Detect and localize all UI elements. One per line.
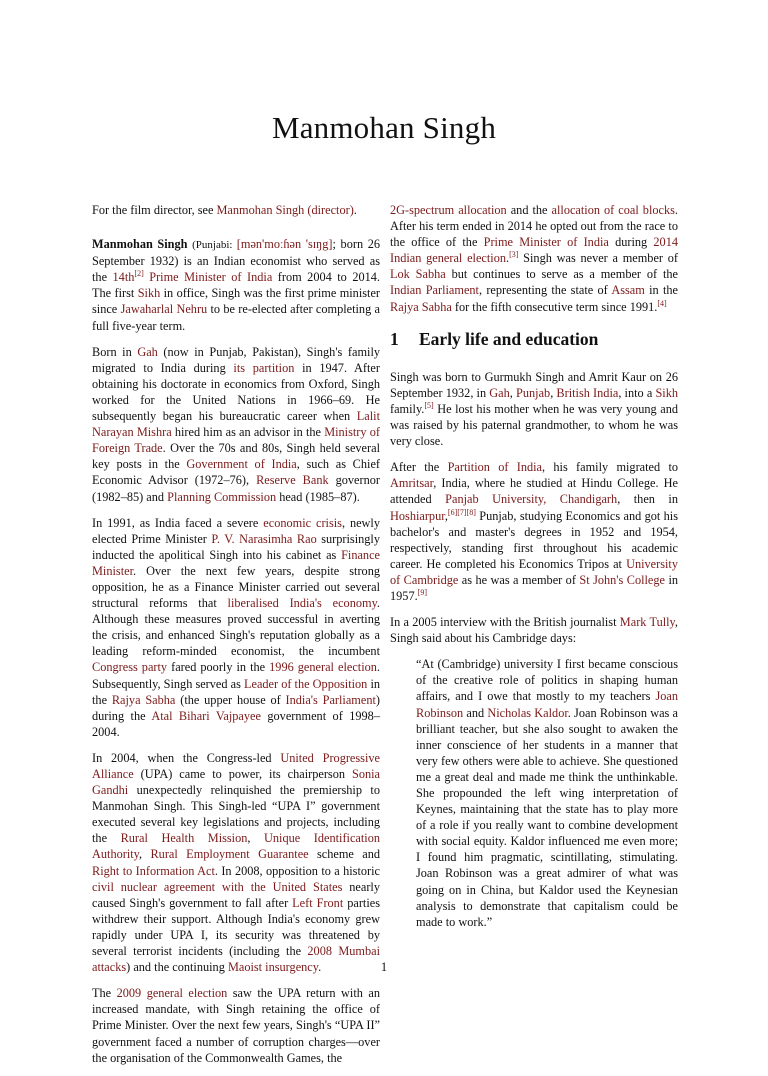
link-ipa[interactable]: [mən'moːɦən 'sɪŋg]: [236, 237, 333, 252]
p5-text: . After his term ended in 2014 he opted out from the race to the office of the: [390, 203, 678, 250]
link-2014-election[interactable]: 2014 Indian general election: [390, 235, 678, 266]
link-sikh[interactable]: Sikh: [137, 286, 161, 301]
blockquote: [416, 656, 678, 930]
link-university-of-cambridge[interactable]: University of Cambridge: [390, 556, 678, 587]
p2-text: in 1947. After obtaining his doctorate in economics from Oxford, Singh worked for the United Nations in 1966–69. He subsequently began his bureaucratic career when: [92, 360, 380, 424]
p2-text: , such as Chief Economic Advisor (1972–76),: [92, 457, 380, 488]
link-amritsar[interactable]: Amritsar: [390, 476, 434, 491]
section-heading-early-life: [390, 328, 678, 349]
link-1996-election[interactable]: 1996 general election: [269, 660, 377, 675]
link-liberalised-economy[interactable]: liberalised India's economy: [227, 596, 377, 611]
link-narasimha-rao[interactable]: P. V. Narasimha Rao: [211, 531, 317, 546]
paragraph-7: [390, 459, 678, 604]
quote-text: and: [463, 705, 488, 720]
page-number: 1: [380, 960, 388, 974]
link-left-front[interactable]: Left Front: [292, 895, 344, 910]
p3-text: fared poorly in the: [167, 660, 270, 675]
p5-text: Singh was never a member of: [518, 251, 678, 266]
p3-text: surprisingly inducted the apolitical Singh into his cabinet as: [92, 531, 380, 562]
link-gah[interactable]: Gah: [137, 344, 158, 359]
link-vajpayee[interactable]: Atal Bihari Vajpayee: [151, 708, 261, 723]
p7-text: in 1957.: [390, 572, 679, 603]
link-leader-opposition[interactable]: Leader of the Opposition: [243, 676, 368, 691]
lead-paragraph: [92, 236, 380, 334]
link-unique-identification[interactable]: Unique Identification Authority: [92, 831, 380, 862]
p8-text: , Singh said about his Cambridge days:: [390, 615, 678, 646]
p3-text: . Over the next few years, despite strong opposition, he as a Finance Minister carried out several structural reforms that: [92, 563, 380, 611]
lead-text-3: in office, Singh was the first prime minister since: [92, 286, 380, 317]
paragraph-6: [390, 369, 678, 449]
link-rajya-sabha[interactable]: Rajya Sabha: [111, 692, 176, 707]
ref-9[interactable]: [9]: [417, 587, 427, 597]
link-nicholas-kaldor[interactable]: Nicholas Kaldor: [487, 705, 568, 720]
link-rajya-sabha-2[interactable]: Rajya Sabha: [390, 299, 452, 314]
right-column: [390, 202, 678, 930]
link-lalit-narayan-mishra[interactable]: Lalit Narayan Mishra: [92, 409, 380, 440]
link-ministry-foreign-trade[interactable]: Ministry of Foreign Trade: [92, 425, 380, 456]
p7-text: , his family migrated to: [542, 460, 679, 475]
p2-text: governor (1982–85) and: [92, 473, 381, 504]
p3-text: In 1991, as India faced a severe: [92, 515, 264, 530]
p5-text: saw the UPA return with an increased mandate, with Singh retaining the office of Prime Minister. Over the next few years, Singh's “UPA II” government faced a number of corruption charges—over the organisation of the Commonwealth Games, the: [92, 986, 380, 1065]
lead-text-2: from 2004 to 2014. The first: [92, 270, 380, 301]
link-congress-party[interactable]: Congress party: [92, 660, 168, 675]
link-mark-tully[interactable]: Mark Tully: [619, 615, 675, 630]
punjabi-label: (Punjabi:: [192, 239, 237, 252]
left-column: [92, 202, 380, 1076]
p6-text: ,: [509, 385, 517, 400]
p4-text: unexpectedly relinquished the premiership to Manmohan Singh. This Singh-led “UPA I” government executed several key legislations and projects, including the: [92, 783, 380, 846]
link-finance-minister[interactable]: Finance Minister: [92, 547, 380, 578]
p3-text: government of 1998–2004.: [92, 708, 380, 739]
link-rural-employment[interactable]: Rural Employment Guarantee: [150, 847, 309, 862]
p4-text: (UPA) came to power, its chairperson: [133, 767, 352, 781]
link-14th[interactable]: 14th: [112, 270, 135, 285]
quote-text: “At (Cambridge) university I first became conscious of the creative role of politics in shaping human affairs, and I owe that mostly to my teachers: [416, 657, 678, 704]
p4-text: parties withdrew their support. Although India's economy grew rapidly under UPA I, its security was threatened by several terrorist incidents (including the: [92, 895, 380, 959]
paragraph-2: [92, 344, 380, 505]
p7-text: , India, where he studied at Hindu College. He attended: [390, 476, 678, 507]
ref-5[interactable]: [5]: [424, 400, 434, 410]
p6-text: family.: [390, 401, 425, 416]
link-government-of-india[interactable]: Government of India: [186, 457, 297, 472]
p4-text: ) and the continuing: [126, 960, 228, 975]
p5-text: .: [506, 251, 510, 266]
link-reserve-bank[interactable]: Reserve Bank: [256, 473, 329, 488]
p6-text: ,: [550, 385, 557, 400]
ref-6-7-8[interactable]: [6][7][8]: [447, 507, 476, 517]
link-2009-election[interactable]: 2009 general election: [116, 986, 228, 1001]
p6-text: , into a: [618, 385, 656, 400]
p2-text: hired him as an advisor in the: [171, 425, 325, 440]
p2-text: . Over the 70s and 80s, Singh held several key posts in the: [92, 441, 380, 472]
link-joan-robinson[interactable]: Joan Robinson: [416, 689, 678, 720]
lead-name: Manmohan Singh: [92, 237, 188, 252]
lead-text-4: to be re-elected after completing a full five-year term.: [92, 302, 380, 333]
p2-text: Born in: [92, 344, 138, 359]
link-british-india[interactable]: British India: [556, 385, 619, 400]
link-punjab[interactable]: Punjab: [516, 385, 551, 400]
link-indias-parliament[interactable]: India's Parliament: [285, 692, 376, 707]
p7-text: After the: [390, 460, 448, 475]
p2-text: (now in Punjab, Pakistan), Singh's family migrated to India during: [92, 344, 381, 375]
ref-2[interactable]: [2]: [134, 269, 144, 279]
link-nehru[interactable]: Jawaharlal Nehru: [120, 302, 208, 317]
p7-text: Punjab, studying Economics and got his bachelor's and master's degrees in 1952 and 1954, respectively, standing first throughout his academic career. He completed his Economics Tripos at: [390, 508, 678, 571]
paragraph-5: [92, 985, 380, 1065]
section-number: 1: [390, 328, 399, 349]
p4-text: .: [318, 960, 322, 975]
p5-text: for the fifth consecutive term since 1991.: [451, 299, 658, 314]
p3-text: in the: [92, 676, 381, 707]
p4-text: scheme and: [308, 847, 380, 862]
p4-text: ,: [247, 831, 265, 846]
p5-text: The: [92, 986, 117, 1001]
p4-text: In 2004, when the Congress-led: [92, 750, 281, 765]
p3-text: (the upper house of: [175, 692, 286, 707]
link-assam[interactable]: Assam: [611, 283, 645, 298]
p4-text: ,: [139, 847, 151, 862]
p5-text: but continues to serve as a member of the: [445, 267, 678, 282]
p5-text: during: [608, 235, 654, 250]
paragraph-4: [92, 750, 380, 975]
p3-text: . Although these measures proved successful in averting the crisis, and enhanced Singh's reputation globally as a leading reform-minded economist, the incumbent: [92, 596, 380, 659]
link-panjab-university[interactable]: Panjab University, Chandigarh: [445, 492, 618, 507]
link-indian-parliament[interactable]: Indian Parliament: [390, 283, 479, 298]
paragraph-5-continued: [390, 202, 678, 315]
p7-text: , then in: [617, 492, 678, 507]
link-mumbai-attacks[interactable]: 2008 Mumbai attacks: [92, 944, 380, 975]
p3-text: ) during the: [92, 692, 380, 723]
link-economic-crisis[interactable]: economic crisis: [263, 515, 342, 530]
p3-text: . Subsequently, Singh served as: [92, 660, 380, 691]
link-coal-blocks[interactable]: allocation of coal blocks: [551, 203, 675, 217]
link-maoist-insurgency[interactable]: Maoist insurgency: [227, 960, 319, 975]
link-prime-minister[interactable]: Prime Minister of India: [149, 270, 273, 285]
paragraph-8: [390, 614, 678, 646]
p7-text: as he was a member of: [458, 572, 580, 587]
link-gah-2[interactable]: Gah: [489, 385, 510, 400]
link-nuclear-agreement[interactable]: civil nuclear agreement with the United States: [92, 879, 343, 894]
link-lok-sabha[interactable]: Lok Sabha: [390, 267, 446, 282]
page-title: Manmohan Singh: [271, 110, 497, 145]
link-sikh-2[interactable]: Sikh: [655, 385, 679, 400]
link-prime-minister-2[interactable]: Prime Minister of India: [483, 235, 609, 250]
link-rti-act[interactable]: Right to Information Act: [92, 863, 215, 878]
link-manmohan-singh-director[interactable]: Manmohan Singh (director): [216, 203, 354, 217]
ref-4[interactable]: [4]: [657, 298, 667, 308]
link-hoshiarpur[interactable]: Hoshiarpur: [390, 508, 445, 523]
p4-text: nearly caused Singh's government to fall after: [92, 879, 380, 910]
ref-3[interactable]: [3]: [509, 250, 519, 260]
link-partition[interactable]: its partition: [233, 360, 295, 375]
p3-text: , newly elected Prime Minister: [92, 515, 380, 546]
link-upa[interactable]: United Progressive Alliance: [92, 750, 380, 781]
link-rural-health-mission[interactable]: Rural Health Mission: [120, 831, 248, 846]
p5-text: and the: [506, 203, 552, 217]
p7-text: ,: [444, 508, 448, 523]
link-partition-of-india[interactable]: Partition of India: [447, 460, 543, 475]
p6-text: He lost his mother when he was very young and was raised by his paternal grandmother, to whom he was very close.: [390, 401, 678, 449]
p5-text: , representing the state of: [478, 283, 612, 298]
link-st-johns-college[interactable]: St John's College: [579, 572, 665, 587]
hatnote-text: For the film director, see: [92, 203, 217, 217]
hatnote: [92, 202, 380, 218]
link-2g-spectrum[interactable]: 2G-spectrum allocation: [390, 203, 507, 217]
link-sonia-gandhi[interactable]: Sonia Gandhi: [92, 767, 380, 798]
p5-text: in the: [644, 283, 678, 298]
quote-text: . Joan Robinson was a brilliant teacher, but she also sought to awaken the inner conscience of her students in a manner that very few others were able to achieve. She questioned me a great deal and made me think the unthinkable. She propounded the left wing interpretation of Keynes, maintaining that the state has to play more of a role if you really want to combine development with social equity. Kaldor influenced me even more; I found him pragmatic, scintillating, stimulating. Joan Robinson was a great admirer of what was going on in China, but Kaldor used the Keynesian analysis to demonstrate that capitalism could be made to work.”: [416, 705, 678, 929]
paragraph-3: [92, 515, 380, 740]
link-planning-commission[interactable]: Planning Commission: [167, 489, 277, 504]
section-title: Early life and education: [419, 328, 599, 349]
p4-text: . In 2008, opposition to a historic: [214, 863, 381, 878]
lead-text-1: ; born 26 September 1932) is an Indian economist who served as the: [92, 237, 381, 285]
p6-text: Singh was born to Gurmukh Singh and Amrit Kaur on 26 September 1932, in: [390, 369, 678, 400]
hatnote-end: .: [353, 203, 357, 217]
p8-text: In a 2005 interview with the British journalist: [390, 615, 620, 630]
p2-text: head (1985–87).: [276, 489, 360, 504]
